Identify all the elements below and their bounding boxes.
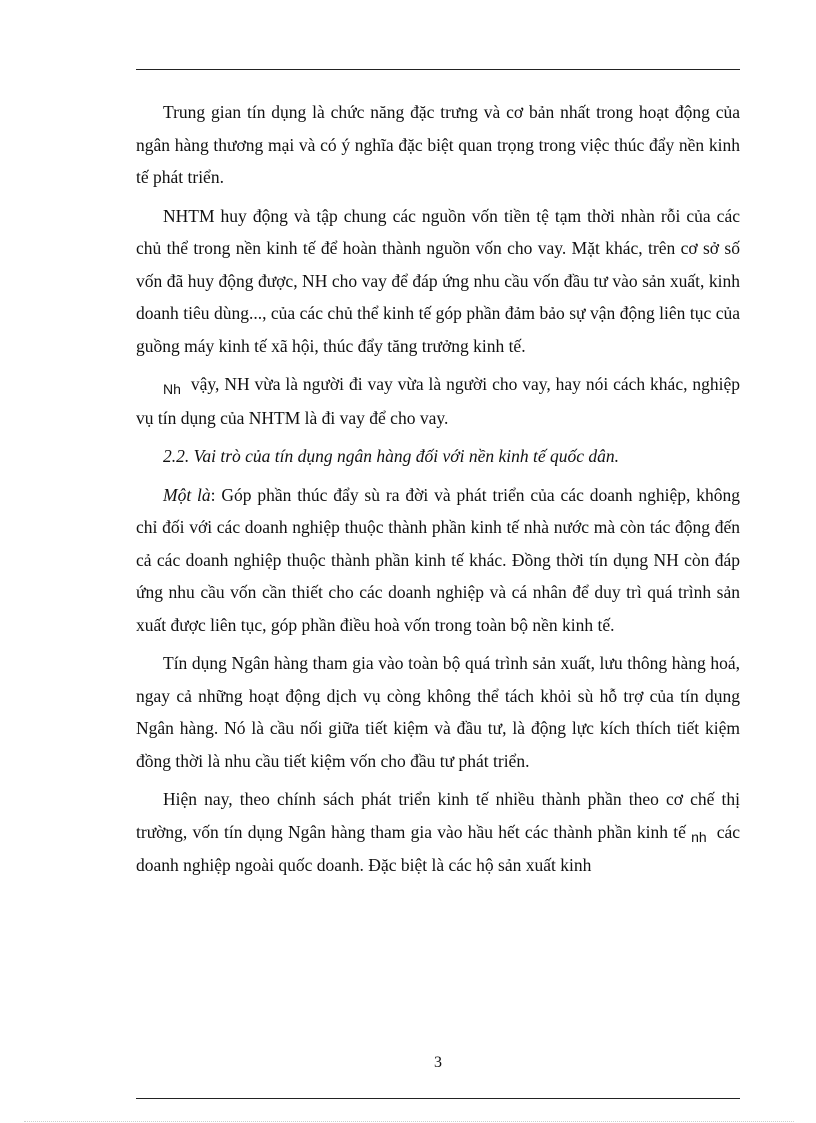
text-fragment: Nh <box>163 381 181 397</box>
paragraph-5 <box>136 479 740 642</box>
page-number: 3 <box>434 1054 442 1071</box>
document-body <box>136 96 740 888</box>
paragraph-1: Trung gian tín dụng là chức năng đặc trưng và cơ bản nhất trong hoạt động của ngân hàng thương mại và có ý nghĩa đặc biệt quan trọng trong việc thúc đẩy nền kinh tế phát triển. <box>136 102 740 187</box>
footer-rule <box>136 1098 740 1099</box>
paragraph-lead: Một là <box>163 484 211 505</box>
header-rule <box>136 69 740 70</box>
section-heading: 2.2. Vai trò của tín dụng ngân hàng đối với nền kinh tế quốc dân. <box>163 446 620 466</box>
paragraph-7 <box>136 783 740 882</box>
paragraph-3 <box>136 368 740 434</box>
paragraph-2: NHTM huy động và tập chung các nguồn vốn tiền tệ tạm thời nhàn rỗi của các chủ thể trong nền kinh tế để hoàn thành nguồn vốn cho vay. Mặt khác, trên cơ sở số vốn đã huy động được, NH cho vay để đáp ứng nhu cầu vốn đầu tư vào sản xuất, kinh doanh tiêu dùng..., của các chủ thể kinh tế góp phần đảm bảo sự vận động liên tục của guồng máy kinh tế xã hội, thúc đẩy tăng trưởng kinh tế. <box>136 205 740 356</box>
paragraph-7-after: các doanh nghiệp ngoài quốc doanh. Đặc biệt là các hộ sản xuất kinh <box>136 821 740 875</box>
paragraph-5-text: : Góp phần thúc đẩy sù ra đời và phát triển của các doanh nghiệp, không chỉ đối với các doanh nghiệp thuộc thành phần kinh tế nhà nước mà còn tác động đến cả các doanh nghiệp thuộc thành phần kinh tế khác. Đồng thời tín dụng NH còn đáp ứng nhu cầu vốn cần thiết cho các doanh nghiệp và cá nhân để duy trì quá trình sản xuất được liên tục, góp phần điều hoà vốn trong toàn bộ nền kinh tế. <box>136 484 740 635</box>
paragraph-7-before: Hiện nay, theo chính sách phát triển kinh tế nhiều thành phần theo cơ chế thị trường, vốn tín dụng Ngân hàng tham gia vào hầu hết các thành phần kinh tế <box>136 789 740 842</box>
page-edge-dotted-line <box>24 1121 794 1122</box>
text-fragment: nh <box>691 828 707 845</box>
paragraph-6: Tín dụng Ngân hàng tham gia vào toàn bộ quá trình sản xuất, lưu thông hàng hoá, ngay cả những hoạt động dịch vụ còng không thể tách khỏi sù hỗ trợ của tín dụng Ngân hàng. Nó là cầu nối giữa tiết kiệm và đầu tư, là động lực kích thích tiết kiệm đồng thời là nhu cầu tiết kiệm vốn cho đầu tư phát triển. <box>136 653 740 771</box>
paragraph-3-text: vậy, NH vừa là người đi vay vừa là người cho vay, hay nói cách khác, nghiệp vụ tín dụng của NHTM là đi vay để cho vay. <box>136 374 740 428</box>
